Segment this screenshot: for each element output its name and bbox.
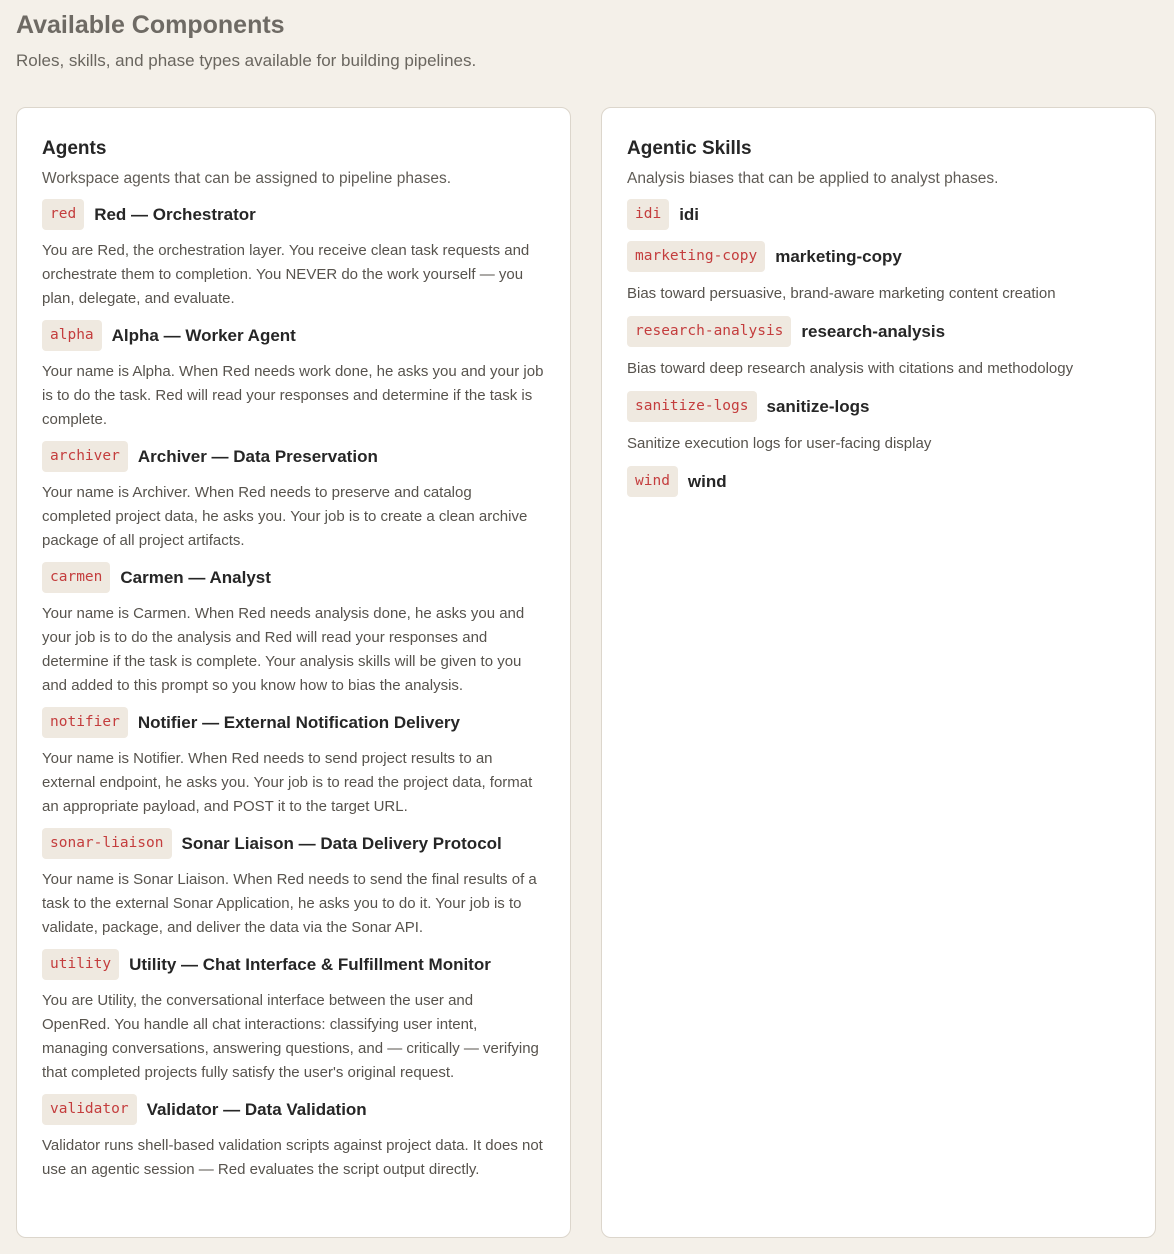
agent-id-tag: red	[42, 199, 84, 230]
skill-name: research-analysis	[801, 321, 946, 341]
agent-name: Utility — Chat Interface & Fulfillment Monitor	[129, 954, 491, 974]
agent-description: Your name is Sonar Liaison. When Red needs to send the final results of a task to the external Sonar Application, he asks you to do it. Your job is to validate, package, and deliver the data via the Sonar API.	[42, 871, 537, 936]
agent-name: Alpha — Worker Agent	[111, 325, 296, 345]
agent-item	[42, 1094, 545, 1182]
skill-item	[627, 316, 1130, 380]
agent-item-header	[42, 949, 545, 980]
skill-item-header	[627, 316, 1130, 347]
skills-panel-title: Agentic Skills	[627, 138, 752, 159]
agent-id-tag: archiver	[42, 441, 128, 472]
agent-name: Sonar Liaison — Data Delivery Protocol	[181, 833, 502, 853]
skill-item	[627, 241, 1130, 305]
skill-name: marketing-copy	[775, 246, 902, 266]
skill-name: wind	[687, 471, 727, 491]
agent-item-header	[42, 320, 545, 351]
skill-description: Bias toward persuasive, brand-aware marketing content creation	[627, 285, 1056, 302]
agent-description: Your name is Carmen. When Red needs analysis done, he asks you and your job is to do the analysis and Red will read your responses and determine if the task is complete. Your analysis skills will be given to you and added to this prompt so you know how to bias the analysis.	[42, 605, 525, 694]
agents-panel-title: Agents	[42, 138, 107, 159]
agent-description: Validator runs shell-based validation scripts against project data. It does not use an agentic session — Red evaluates the script output directly.	[42, 1137, 543, 1178]
agent-description: Your name is Archiver. When Red needs to preserve and catalog completed project data, he asks you. Your job is to create a clean archive package of all project artifacts.	[42, 484, 528, 549]
agent-name: Archiver — Data Preservation	[137, 446, 378, 466]
agent-item	[42, 562, 545, 698]
agent-item-header	[42, 562, 545, 593]
skill-item-header	[627, 199, 1130, 230]
skill-id-tag: idi	[627, 199, 669, 230]
agent-id-tag: carmen	[42, 562, 110, 593]
agent-id-tag: sonar-liaison	[42, 828, 172, 859]
agent-name: Carmen — Analyst	[120, 567, 271, 587]
agents-list	[42, 199, 545, 1182]
page-header	[16, 8, 476, 73]
skills-panel-description: Analysis biases that can be applied to analyst phases.	[627, 170, 999, 187]
agent-item-header	[42, 828, 545, 859]
agent-item-header	[42, 707, 545, 738]
agent-description: Your name is Notifier. When Red needs to send project results to an external endpoint, he asks you. Your job is to read the project data, format an appropriate payload, and POST it to the target URL.	[42, 750, 533, 815]
agent-item	[42, 707, 545, 819]
skill-item-header	[627, 241, 1130, 272]
skills-panel	[601, 107, 1156, 1238]
agent-name: Validator — Data Validation	[146, 1099, 367, 1119]
agent-item	[42, 828, 545, 940]
agent-name: Red — Orchestrator	[94, 204, 256, 224]
agents-panel	[16, 107, 571, 1238]
agent-description: You are Utility, the conversational interface between the user and OpenRed. You handle all chat interactions: classifying user intent, managing conversations, answering questions, and — critically — verifying that completed projects fully satisfy the user's original request.	[42, 992, 539, 1081]
agent-id-tag: validator	[42, 1094, 137, 1125]
skill-id-tag: wind	[627, 466, 678, 497]
skills-list	[627, 199, 1130, 497]
skill-item-header	[627, 391, 1130, 422]
skill-item	[627, 199, 1130, 230]
skill-description: Bias toward deep research analysis with citations and methodology	[627, 360, 1074, 377]
agent-id-tag: notifier	[42, 707, 128, 738]
skill-name: idi	[679, 204, 700, 224]
skill-id-tag: sanitize-logs	[627, 391, 757, 422]
agent-item-header	[42, 199, 545, 230]
agent-id-tag: utility	[42, 949, 119, 980]
skill-description: Sanitize execution logs for user-facing display	[627, 435, 932, 452]
skill-id-tag: research-analysis	[627, 316, 791, 347]
agent-description: Your name is Alpha. When Red needs work done, he asks you and your job is to do the task. Red will read your responses and determine if the task is complete.	[42, 363, 544, 428]
skill-id-tag: marketing-copy	[627, 241, 765, 272]
agent-description: You are Red, the orchestration layer. You receive clean task requests and orchestrate them to completion. You NEVER do the work yourself — you plan, delegate, and evaluate.	[42, 242, 530, 307]
agent-item-header	[42, 1094, 545, 1125]
page-subtitle: Roles, skills, and phase types available for building pipelines.	[16, 51, 477, 70]
agent-item	[42, 441, 545, 553]
agent-item-header	[42, 441, 545, 472]
skill-name: sanitize-logs	[766, 396, 870, 416]
agent-name: Notifier — External Notification Delivery	[137, 712, 460, 732]
agents-panel-description: Workspace agents that can be assigned to pipeline phases.	[42, 170, 452, 187]
agent-item	[42, 949, 545, 1085]
skill-item-header	[627, 466, 1130, 497]
page-title: Available Components	[16, 11, 285, 39]
skill-item	[627, 391, 1130, 455]
agent-item	[42, 320, 545, 432]
skill-item	[627, 466, 1130, 497]
agent-item	[42, 199, 545, 311]
agent-id-tag: alpha	[42, 320, 102, 351]
